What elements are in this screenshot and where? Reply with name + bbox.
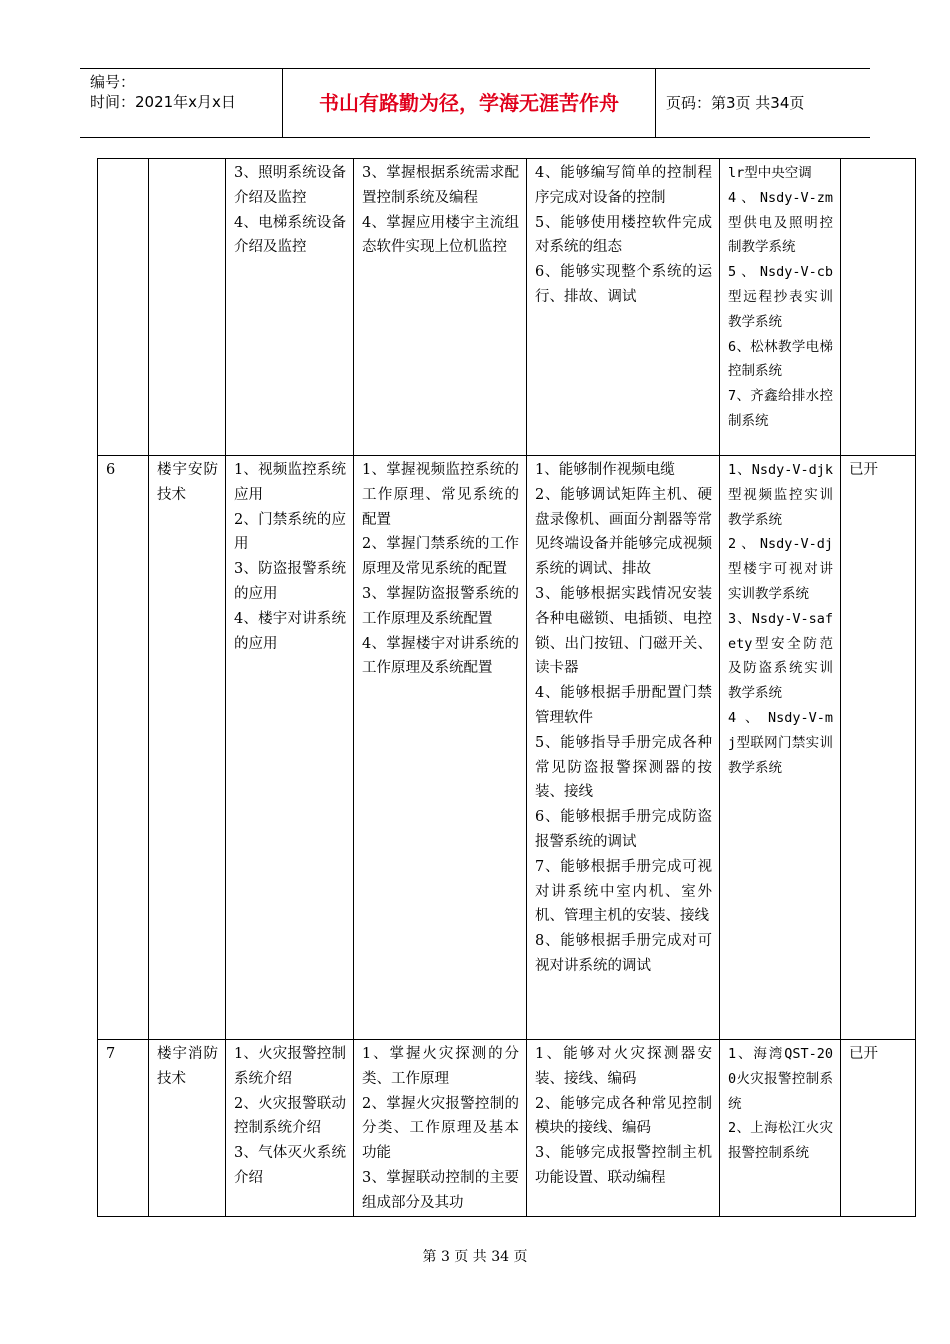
header-meta <box>80 69 283 137</box>
cell-line: 3、掌握根据系统需求配置控制系统及编程 <box>362 165 519 206</box>
equipment-cell <box>720 1040 841 1217</box>
course-name-cell <box>149 159 226 456</box>
cell-line: 4、能够编写简单的控制程序完成对设备的控制 <box>535 165 712 206</box>
cell-line: 1、火灾报警控制系统介绍 <box>234 1046 346 1087</box>
cell-line: 5、能够指导手册完成各种常见防盗报警探测器的按装、接线 <box>535 734 712 801</box>
cell-line: 3、Nsdy-V-safety型安全防范及防盗系统实训教学系统 <box>728 610 833 702</box>
cell-line: 4、掌握楼宇对讲系统的工作原理及系统配置 <box>362 635 519 677</box>
page-header <box>80 68 870 138</box>
cell-line: 4、Nsdy-V-zm型供电及照明控制教学系统 <box>728 189 833 256</box>
cell-line: 1、掌握火灾探测的分类、工作原理 <box>362 1046 519 1087</box>
cell-line: 2、掌握火灾报警控制的分类、工作原理及基本功能 <box>362 1095 519 1162</box>
cell-line: 3、照明系统设备介绍及监控 <box>234 165 346 206</box>
cell-line: 4、能够根据手册配置门禁管理软件 <box>535 685 712 726</box>
status-cell: 已开 <box>841 456 916 1040</box>
row-number-cell <box>98 159 149 456</box>
row-number-cell: 7 <box>98 1040 149 1217</box>
cell-line: 2、上海松江火灾报警控制系统 <box>728 1120 833 1162</box>
cell-line: 1、视频监控系统应用 <box>234 462 346 503</box>
knowledge-cell <box>354 456 527 1040</box>
table-row <box>98 159 916 456</box>
cell-line: 4 、 Nsdy-V-mj型联网门禁实训教学系统 <box>728 709 833 776</box>
content-cell <box>226 456 354 1040</box>
course-table <box>97 158 916 1217</box>
knowledge-cell <box>354 1040 527 1217</box>
cell-line: 1、能够对火灾探测器安装、接线、编码 <box>535 1046 712 1087</box>
cell-line: 8、能够根据手册完成对可视对讲系统的调试 <box>535 933 712 974</box>
cell-line: 6、能够根据手册完成防盗报警系统的调试 <box>535 809 712 850</box>
status-cell <box>841 159 916 456</box>
cell-line: 4、楼宇对讲系统的应用 <box>234 610 346 652</box>
course-name-cell: 楼宇消防技术 <box>149 1040 226 1217</box>
table-row <box>98 456 916 1040</box>
date-label: 时间：2021年x月x日 <box>90 93 236 111</box>
number-label: 编号： <box>90 73 136 91</box>
cell-line: 2、门禁系统的应用 <box>234 511 346 553</box>
cell-line: 4、电梯系统设备介绍及监控 <box>234 214 346 256</box>
skills-cell <box>527 1040 720 1217</box>
cell-line: 3、掌握联动控制的主要组成部分及其功 <box>362 1169 519 1211</box>
cell-line: 2、Nsdy-V-dj型楼宇可视对讲实训教学系统 <box>728 536 833 602</box>
cell-line: lr型中央空调 <box>728 165 812 181</box>
cell-line: 2、掌握门禁系统的工作原理及常见系统的配置 <box>362 536 519 578</box>
cell-line: 3、掌握防盗报警系统的工作原理及系统配置 <box>362 585 519 627</box>
cell-line: 7、齐鑫给排水控制系统 <box>728 388 833 429</box>
header-slogan: 书山有路勤为径，学海无涯苦作舟 <box>283 69 656 137</box>
row-number-cell: 6 <box>98 456 149 1040</box>
cell-line: 1、Nsdy-V-djk型视频监控实训教学系统 <box>728 462 833 528</box>
cell-line: 1、海湾QST-200火灾报警控制系统 <box>728 1046 833 1112</box>
knowledge-cell <box>354 159 527 456</box>
cell-line: 3、能够完成报警控制主机功能设置、联动编程 <box>535 1145 712 1186</box>
cell-line: 3、防盗报警系统的应用 <box>234 561 346 602</box>
cell-line: 1、能够制作视频电缆 <box>535 462 675 478</box>
cell-line: 2、能够调试矩阵主机、硬盘录像机、画面分割器等常见终端设备并能够完成视频系统的调试、排故 <box>535 486 712 578</box>
cell-line: 2、能够完成各种常见控制模块的接线、编码 <box>535 1095 712 1137</box>
equipment-cell <box>720 456 841 1040</box>
cell-line: 4、掌握应用楼宇主流组态软件实现上位机监控 <box>362 214 519 256</box>
equipment-cell <box>720 159 841 456</box>
content-cell <box>226 1040 354 1217</box>
table-row <box>98 1040 916 1217</box>
cell-line: 7、能够根据手册完成可视对讲系统中室内机、室外机、管理主机的安装、接线 <box>535 858 712 925</box>
cell-line: 5、能够使用楼控软件完成对系统的组态 <box>535 214 712 256</box>
cell-line: 5、Nsdy-V-cb型远程抄表实训教学系统 <box>728 264 833 330</box>
skills-cell <box>527 159 720 456</box>
cell-line: 2、火灾报警联动控制系统介绍 <box>234 1095 346 1137</box>
status-cell: 已开 <box>841 1040 916 1217</box>
cell-line: 3、气体灭火系统介绍 <box>234 1145 346 1186</box>
cell-line: 1、掌握视频监控系统的工作原理、常见系统的配置 <box>362 462 519 528</box>
header-page-info: 页码：第3页 共34页 <box>666 94 805 112</box>
cell-line: 6、能够实现整个系统的运行、排故、调试 <box>535 264 712 305</box>
page-footer: 第 3 页 共 34 页 <box>422 1249 528 1265</box>
content-cell <box>226 159 354 456</box>
cell-line: 6、松林教学电梯控制系统 <box>728 338 833 380</box>
skills-cell <box>527 456 720 1040</box>
course-name-cell: 楼宇安防技术 <box>149 456 226 1040</box>
cell-line: 3、能够根据实践情况安装各种电磁锁、电插锁、电控锁、出门按钮、门磁开关、读卡器 <box>535 585 712 677</box>
